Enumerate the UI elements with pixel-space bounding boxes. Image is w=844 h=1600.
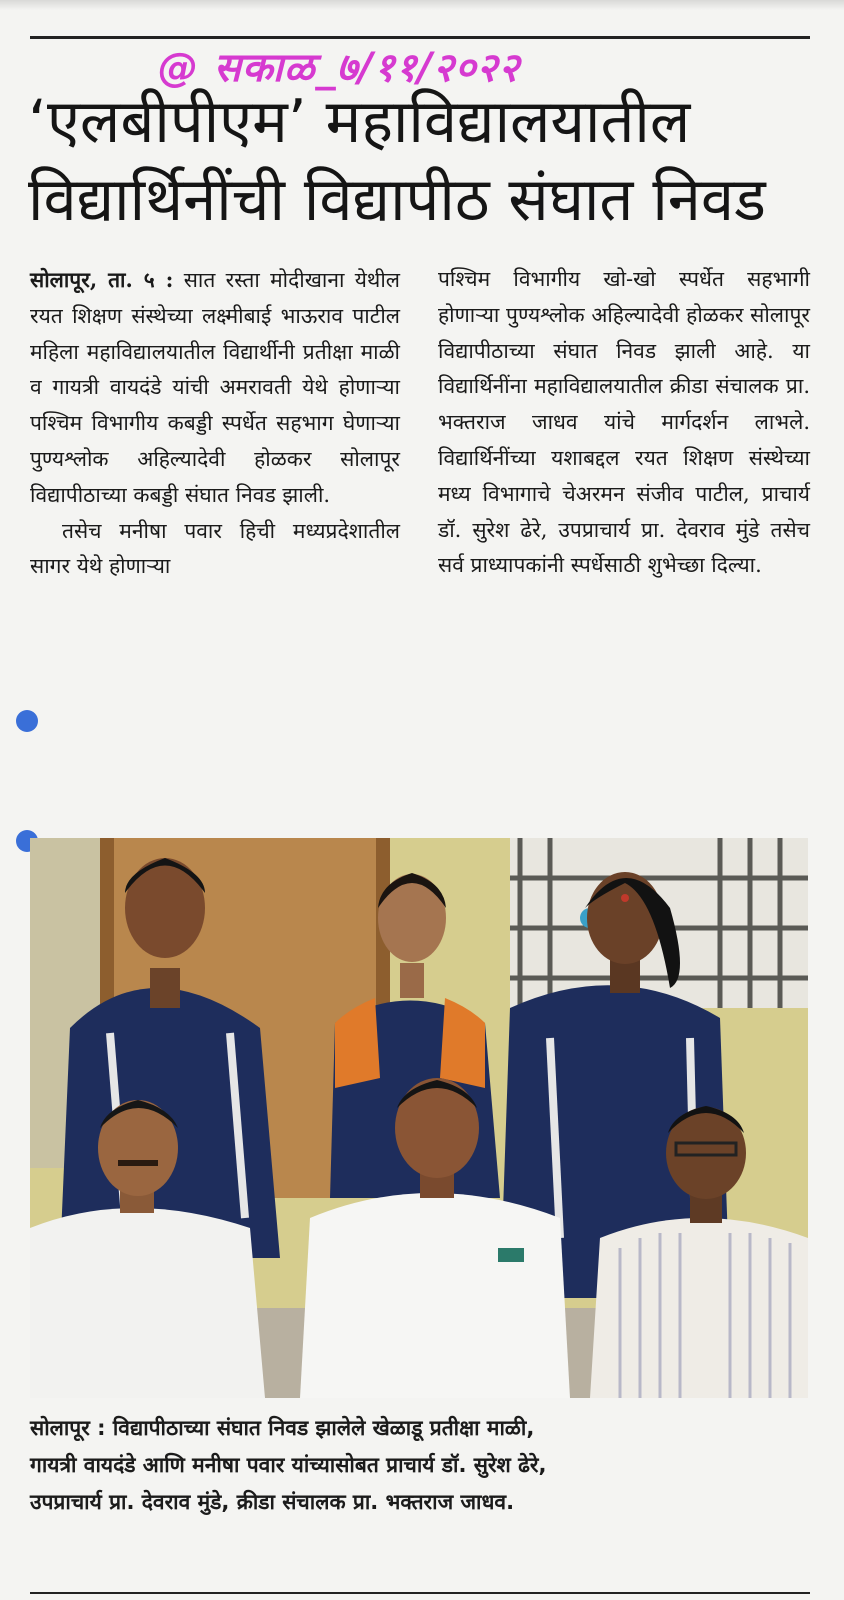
dateline: सोलापूर, ता. ५ : [30,267,174,292]
article-paragraph [30,262,400,514]
article-column-right [438,262,810,584]
article-paragraph: तसेच मनीषा पवार हिची मध्यप्रदेशातील सागर येथे होणाऱ्या [30,518,400,579]
paragraph-text: सात रस्ता मोदीखाना येथील रयत शिक्षण संस्थेच्या लक्ष्मीबाई भाऊराव पाटील महिला महाविद्यालयातील विद्यार्थीनी प्रतीक्षा माळी व गायत्री वायदंडे यांची अमरावती येथे होणाऱ्या पश्चिम विभागीय कबड्डी स्पर्धेत सहभाग घेणाऱ्या पुण्यश्लोक अहिल्यादेवी होळकर सोलापूर विद्यापीठाच्या कबड्डी संघात निवड झाली. [30,268,401,507]
caption-line: गायत्री वायदंडे आणि मनीषा पवार यांच्यासोबत प्राचार्य डॉ. सुरेश ढेरे, [30,1453,547,1477]
photo-caption [30,1410,810,1521]
team-photo-illustration [30,838,808,1398]
source-watermark: @ सकाळ_७/११/२०२२ [158,45,521,91]
article-paragraph: पश्चिम विभागीय खो-खो स्पर्धेत सहभागी होणाऱ्या पुण्यश्लोक अहिल्यादेवी होळकर सोलापूर विद्यापीठाच्या संघात निवड झाली आहे. या विद्यार्थिनींना महाविद्यालयातील क्रीडा संचालक प्रा. भक्तराज जाधव यांचे मार्गदर्शन लाभले. विद्यार्थिनींच्या यशाबद्दल रयत शिक्षण संस्थेच्या मध्य विभागाचे चेअरमन संजीव पाटील, प्राचार्य डॉ. सुरेश ढेरे, उपप्राचार्य प्रा. देवराव मुंडे तसेच सर्व प्राध्यापकांनी स्पर्धेसाठी शुभेच्छा दिल्या. [438,267,810,578]
caption-line: उपप्राचार्य प्रा. देवराव मुंडे, क्रीडा संचालक प्रा. भक्तराज जाधव. [30,1490,515,1514]
team-photo [30,838,808,1398]
headline-line-2: विद्यार्थिनींची विद्यापीठ संघात निवड [28,165,766,235]
article-column-left [30,262,400,585]
margin-dot [16,710,38,732]
headline-line-1: ‘एलबीपीएम’ महाविद्यालयातील [28,87,691,157]
page-top-edge [0,0,844,10]
caption-line: सोलापूर : विद्यापीठाच्या संघात निवड झालेले खेळाडू प्रतीक्षा माळी, [30,1416,535,1440]
bottom-rule [30,1592,810,1594]
